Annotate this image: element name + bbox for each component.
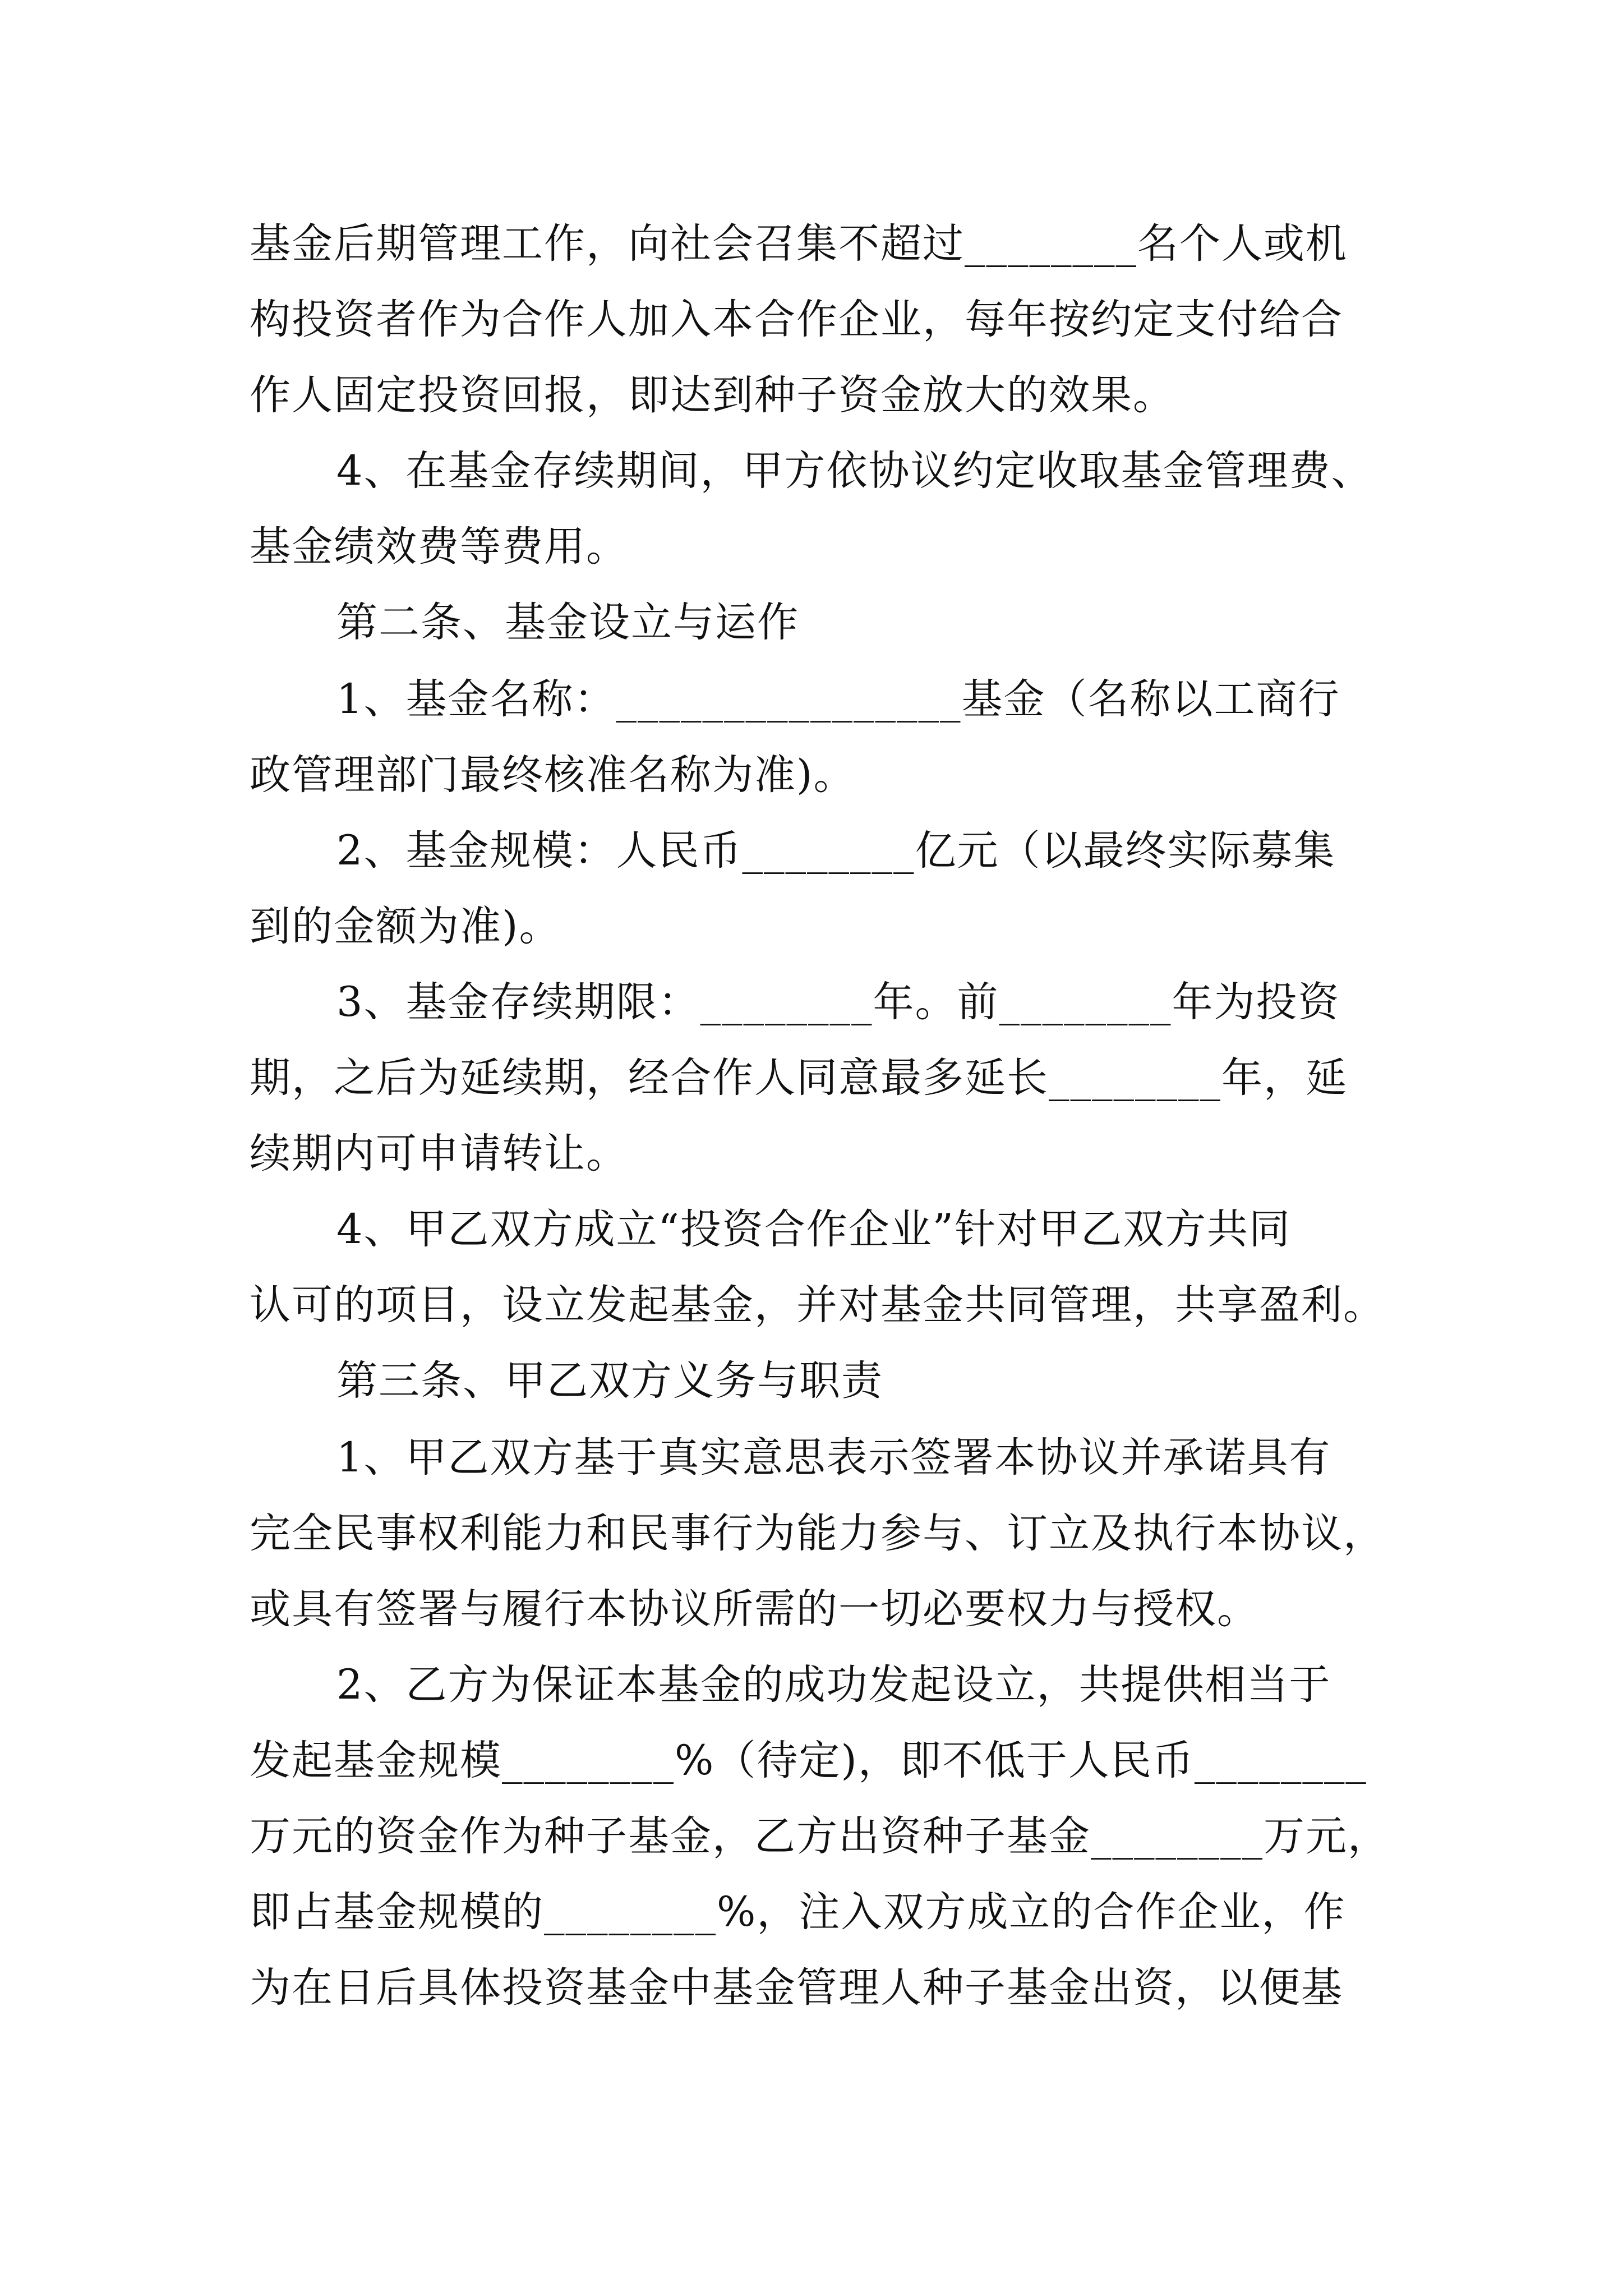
body-line: 基金后期管理工作，向社会召集不超过________名个人或机: [250, 220, 1348, 268]
body-line: 3、基金存续期限：________年。前________年为投资: [336, 978, 1340, 1026]
body-line: 期，之后为延续期，经合作人同意最多延长________年，延: [250, 1054, 1348, 1102]
body-line: 完全民事权利能力和民事行为能力参与、订立及执行本协议，: [250, 1510, 1385, 1557]
body-line: 或具有签署与履行本协议所需的一切必要权力与授权。: [250, 1585, 1259, 1633]
body-line: 4、甲乙双方成立“投资合作企业”针对甲乙双方共同: [336, 1205, 1292, 1253]
body-line: 发起基金规模________%（待定)，即不低于人民币________: [250, 1737, 1367, 1784]
body-line: 作人固定投资回报，即达到种子资金放大的效果。: [250, 371, 1175, 419]
body-line: 到的金额为准)。: [250, 903, 561, 950]
body-line: 认可的项目，设立发起基金，并对基金共同管理，共享盈利。: [250, 1281, 1385, 1329]
body-line: 政管理部门最终核准名称为准)。: [250, 751, 856, 799]
body-line: 1、基金名称：________________基金（名称以工商行: [336, 675, 1340, 723]
body-line: 2、乙方为保证本基金的成功发起设立，共提供相当于: [336, 1661, 1331, 1709]
body-line: 构投资者作为合作人加入本合作企业，每年按约定支付给合: [250, 296, 1343, 343]
body-line: 续期内可申请转让。: [250, 1130, 628, 1177]
section-heading: 第三条、甲乙双方义务与职责: [336, 1357, 883, 1405]
body-line: 1、甲乙双方基于真实意思表示签署本协议并承诺具有: [336, 1434, 1331, 1481]
body-line: 4、在基金存续期间，甲方依协议约定收取基金管理费、: [336, 447, 1373, 495]
body-line: 即占基金规模的________%，注入双方成立的合作企业，作: [250, 1888, 1346, 1936]
body-line: 为在日后具体投资基金中基金管理人种子基金出资，以便基: [250, 1964, 1343, 2012]
body-line: 2、基金规模：人民币________亿元（以最终实际募集: [336, 827, 1336, 875]
section-heading: 第二条、基金设立与运作: [336, 599, 799, 646]
body-line: 万元的资金作为种子基金，乙方出资种子基金________万元，: [250, 1812, 1390, 1860]
body-line: 基金绩效费等费用。: [250, 523, 628, 570]
